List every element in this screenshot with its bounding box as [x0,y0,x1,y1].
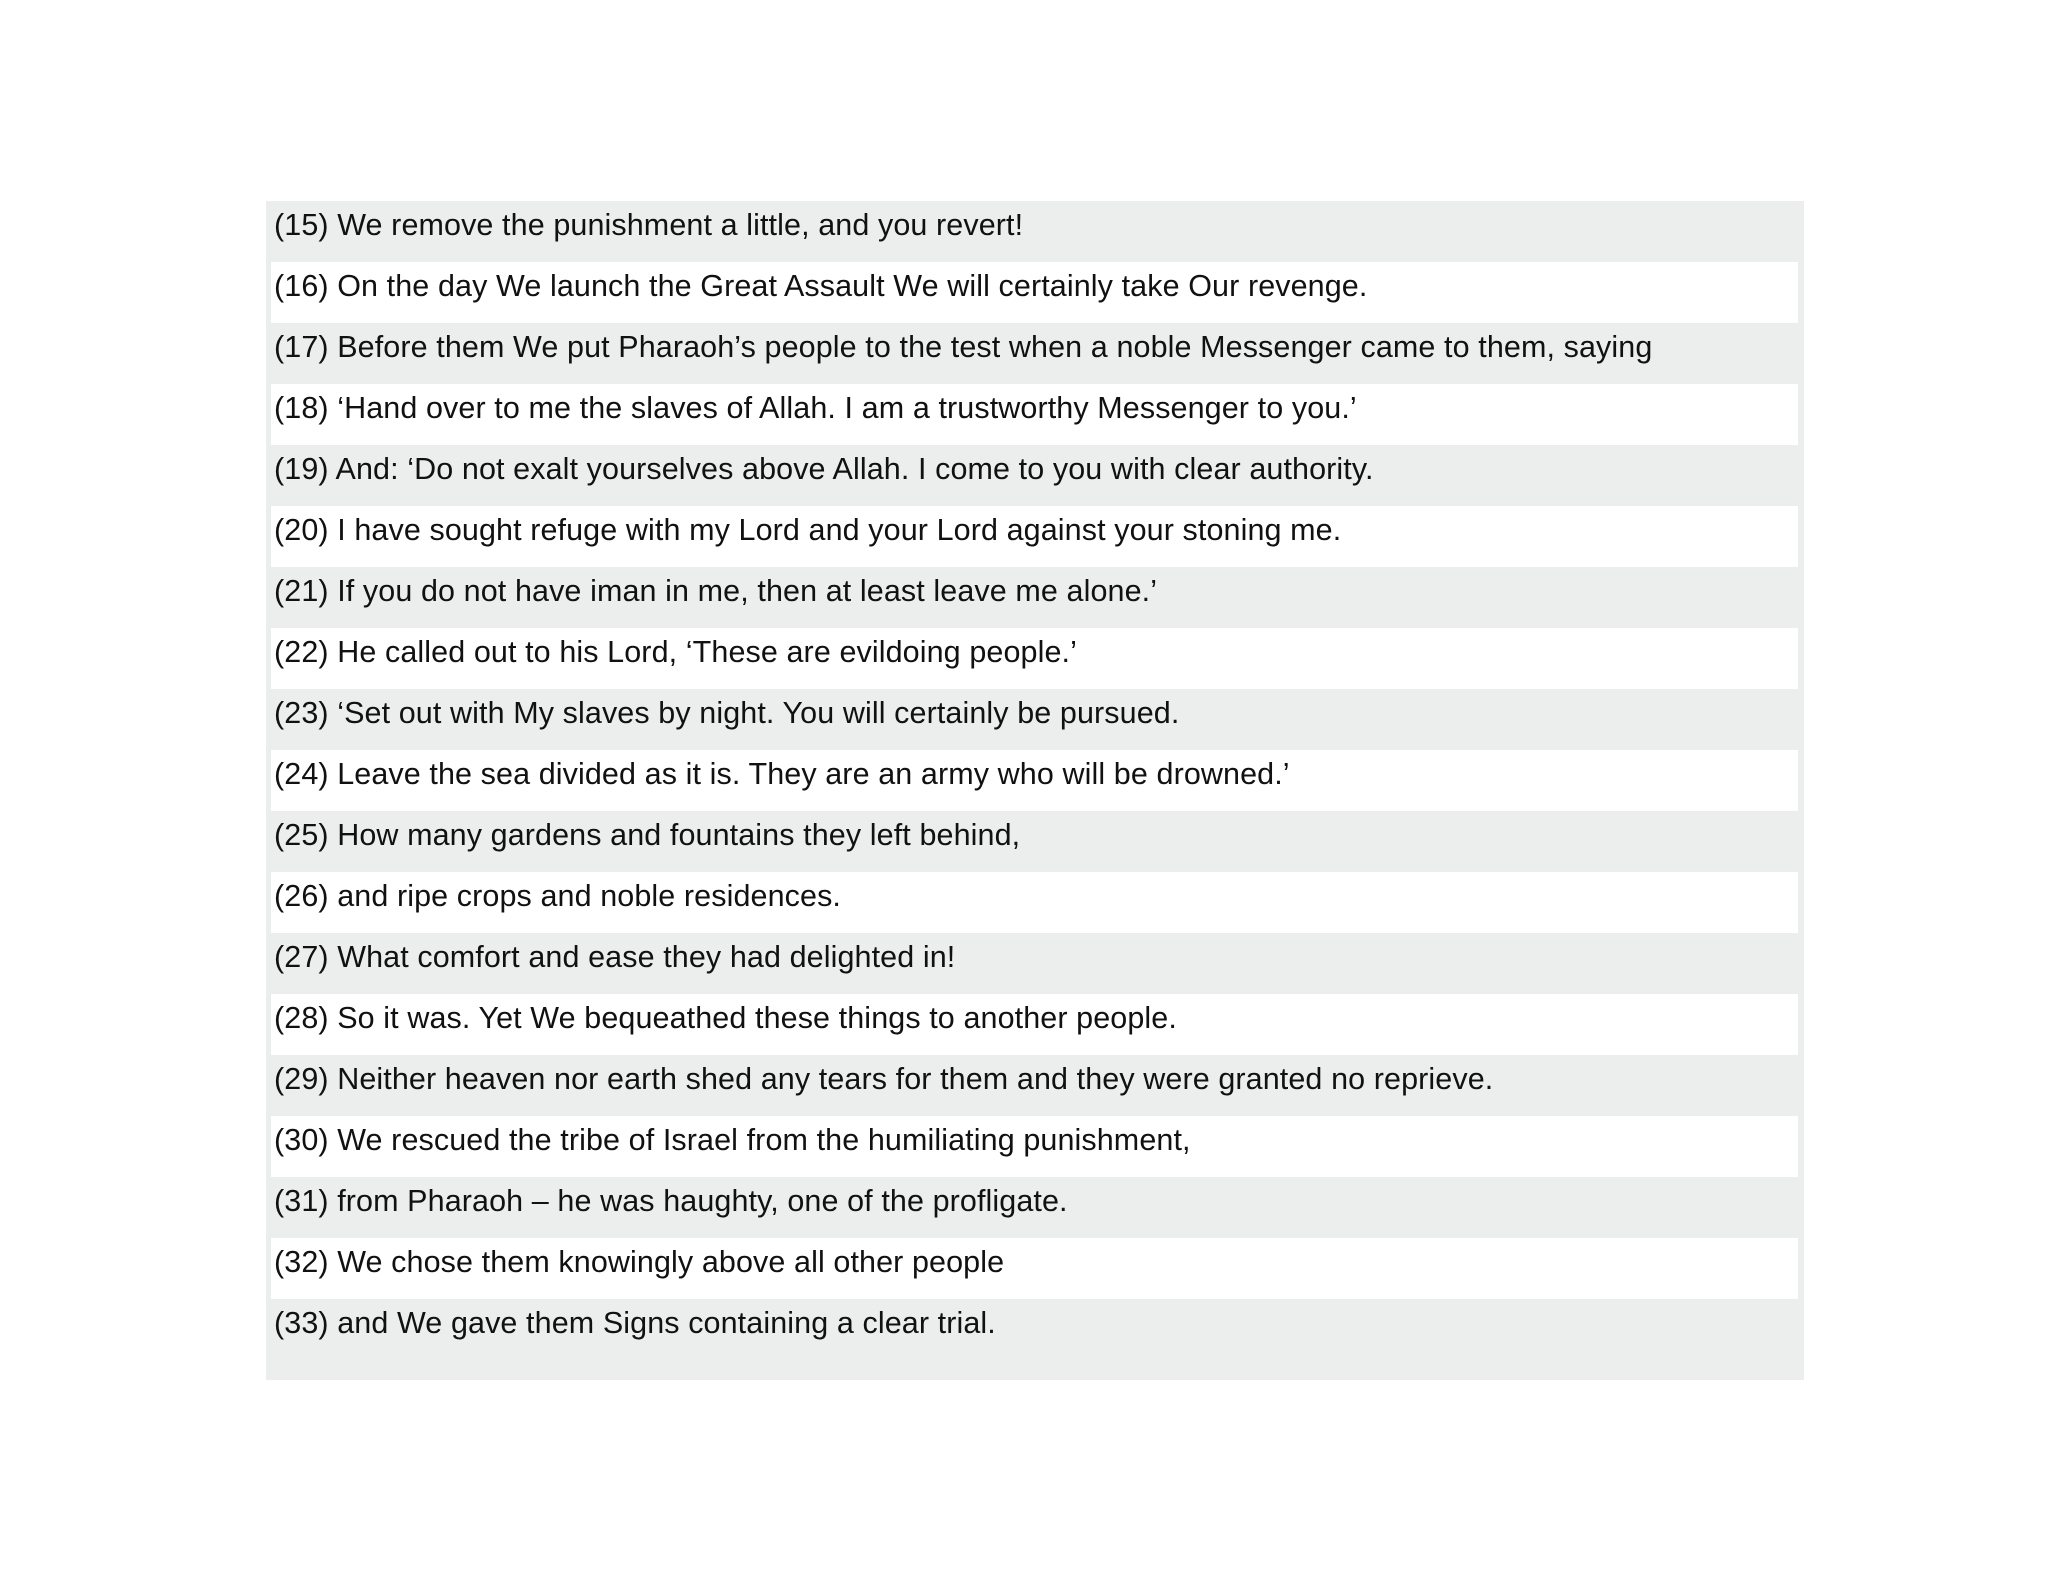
verse-text: (24) Leave the sea divided as it is. They are an army who will be drowned.’ [274,757,1290,791]
verse-text: (27) What comfort and ease they had delighted in! [274,940,956,974]
verse-row-18 [271,384,1798,445]
verse-row-32 [271,1238,1798,1299]
verse-text: (28) So it was. Yet We bequeathed these things to another people. [274,1001,1177,1035]
verse-row-33 [266,1299,1804,1360]
verse-row-22 [271,628,1798,689]
verse-text: (17) Before them We put Pharaoh’s people to the test when a noble Messenger came to them, saying [274,330,1653,364]
verse-row-29 [266,1055,1804,1116]
verse-text: (21) If you do not have iman in me, then at least leave me alone.’ [274,574,1158,608]
verse-text: (23) ‘Set out with My slaves by night. You will certainly be pursued. [274,696,1180,730]
verse-text: (31) from Pharaoh – he was haughty, one of the profligate. [274,1184,1068,1218]
verse-row-21 [266,567,1804,628]
verse-row-15 [266,201,1804,262]
verse-text: (32) We chose them knowingly above all other people [274,1245,1005,1279]
verse-text: (29) Neither heaven nor earth shed any tears for them and they were granted no reprieve. [274,1062,1494,1096]
verse-row-24 [271,750,1798,811]
verse-text: (15) We remove the punishment a little, and you revert! [274,208,1024,242]
verse-text: (19) And: ‘Do not exalt yourselves above Allah. I come to you with clear authority. [274,452,1374,486]
verse-text: (33) and We gave them Signs containing a clear trial. [274,1306,996,1340]
verse-text: (16) On the day We launch the Great Assault We will certainly take Our revenge. [274,269,1368,303]
verse-text: (18) ‘Hand over to me the slaves of Allah. I am a trustworthy Messenger to you.’ [274,391,1357,425]
verse-row-20 [271,506,1798,567]
verse-row-28 [271,994,1798,1055]
verse-row-27 [266,933,1804,994]
verse-row-31 [266,1177,1804,1238]
verse-text: (22) He called out to his Lord, ‘These are evildoing people.’ [274,635,1077,669]
verse-table [266,201,1804,1380]
verse-text: (30) We rescued the tribe of Israel from the humiliating punishment, [274,1123,1191,1157]
verse-text: (20) I have sought refuge with my Lord and your Lord against your stoning me. [274,513,1342,547]
verse-row-19 [266,445,1804,506]
verse-row-30 [271,1116,1798,1177]
verse-row-25 [266,811,1804,872]
verse-row-26 [271,872,1798,933]
verse-text: (26) and ripe crops and noble residences. [274,879,841,913]
verse-row-16 [271,262,1798,323]
verse-text: (25) How many gardens and fountains they left behind, [274,818,1021,852]
verse-row-17 [266,323,1804,384]
verse-row-23 [266,689,1804,750]
